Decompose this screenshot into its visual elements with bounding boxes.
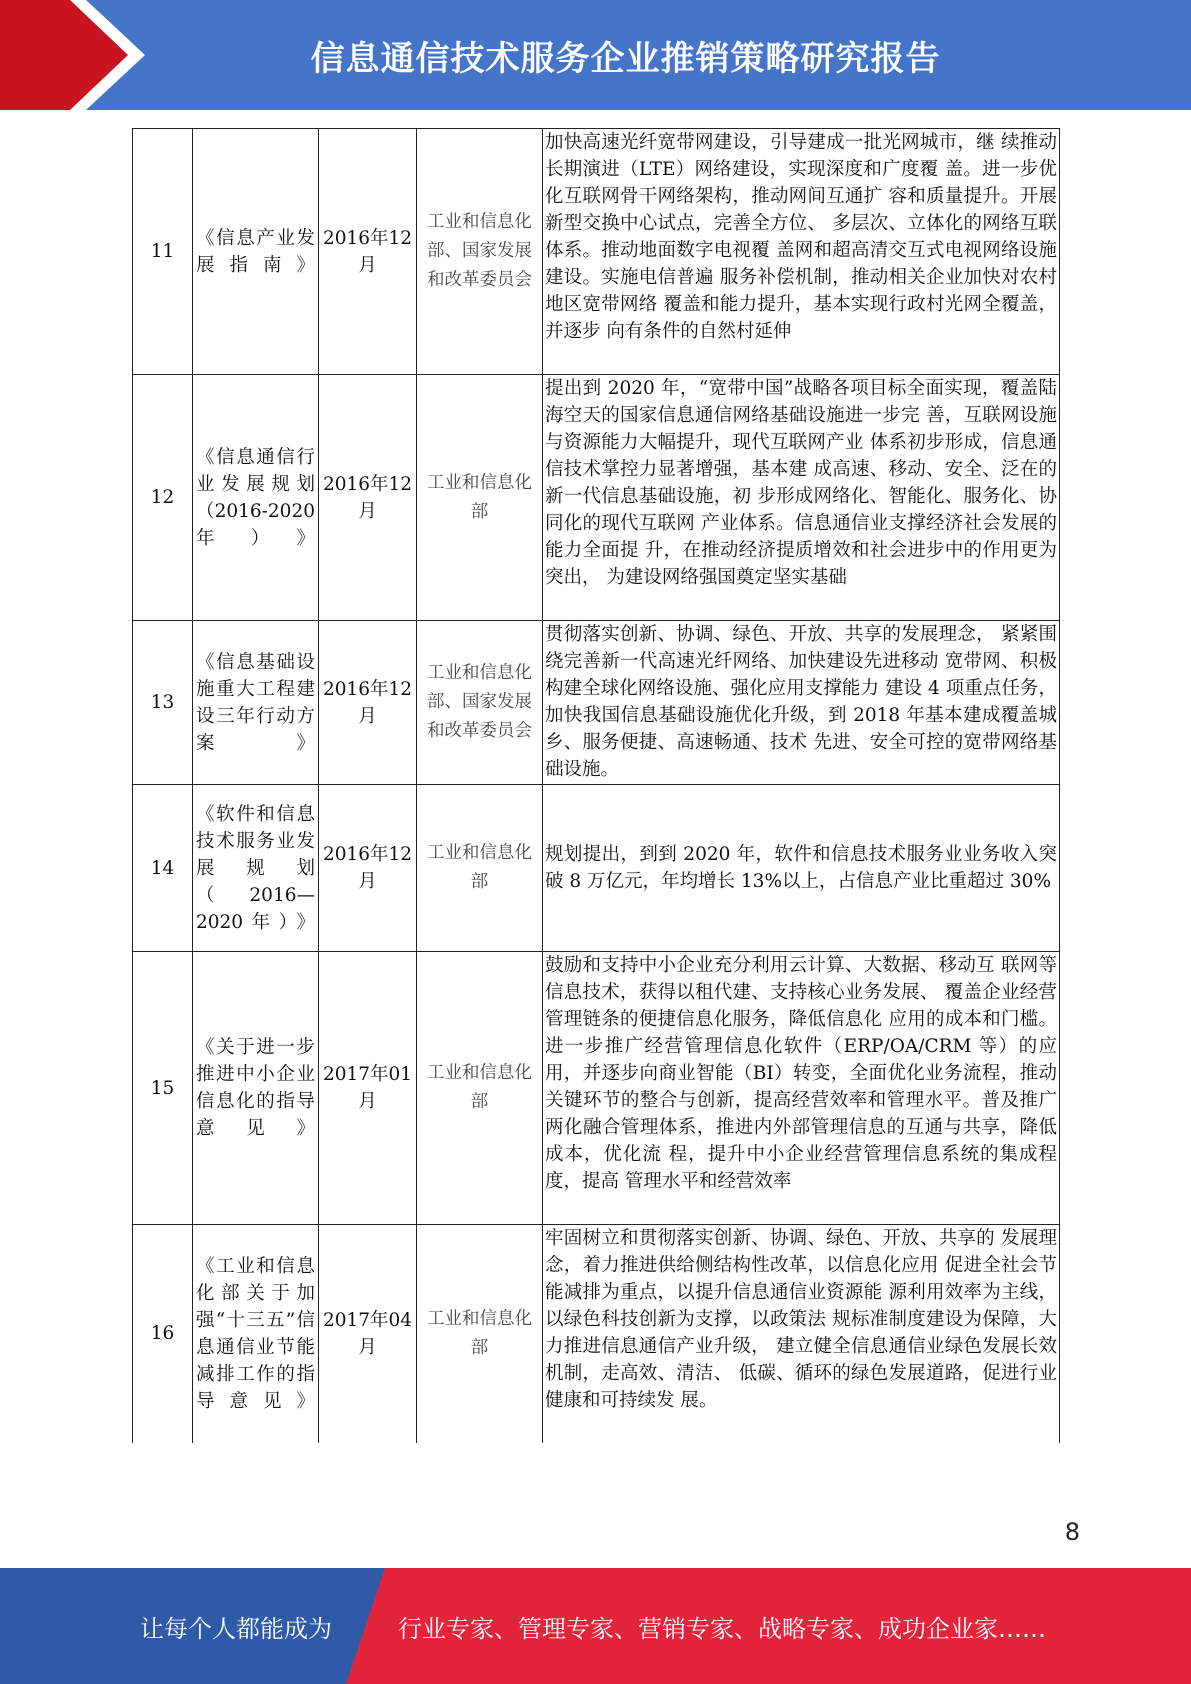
policy-name: 《关于进一步推进中小企业信息化的指导意见》 xyxy=(193,952,319,1225)
policy-name: 《信息通信行业发展规划（2016-2020年）》 xyxy=(193,375,319,621)
row-number: 16 xyxy=(133,1225,193,1443)
table-row xyxy=(133,621,1060,785)
row-number: 13 xyxy=(133,621,193,785)
table-row xyxy=(133,375,1060,621)
policy-content: 提出到 2020 年，“宽带中国”战略各项目标全面实现，覆盖陆海空天的国家信息通信网络基础设施进一步完 善，互联网设施与资源能力大幅提升，现代互联网产业 体系初步形成，信息通信技术掌控力显著增强，基本建 成高速、移动、安全、泛在的新一代信息基础设施，初 步形成网络化、智能化、服务化、协同化的现代互联网 产业体系。信息通信业支撑经济社会发展的能力全面提 升，在推动经济提质增效和社会进步中的作用更为突出， 为建设网络强国奠定坚实基础 xyxy=(543,375,1060,621)
row-number: 14 xyxy=(133,785,193,952)
policy-content: 鼓励和支持中小企业充分利用云计算、大数据、移动互 联网等信息技术，获得以租代建、支持核心业务发展、 覆盖企业经营管理链条的便捷信息化服务，降低信息化 应用的成本和门槛。进一步推广经营管理信息化软件（ERP/OA/CRM 等）的应用，并逐步向商业智能（BI）转变，全面优化业务流程，推动关键环节的整合与创新，提高经营效率和管理水平。普及推广两化融合管理体系，推进内外部管理信息的互通与共享，降低成本，优化流 程，提升中小企业经营管理信息系统的集成程度，提高 管理水平和经营效率 xyxy=(543,952,1060,1225)
policy-content: 贯彻落实创新、协调、绿色、开放、共享的发展理念， 紧紧围绕完善新一代高速光纤网络、加快建设先进移动 宽带网、积极构建全球化网络设施、强化应用支撑能力 建设 4 项重点任务，加快我国信息基础设施优化升级，到 2018 年基本建成覆盖城乡、服务便捷、高速畅通、技术 先进、安全可控的宽带网络基础设施。 xyxy=(543,621,1060,785)
page-footer xyxy=(0,1568,1191,1684)
row-number: 15 xyxy=(133,952,193,1225)
policy-name: 《信息基础设施重大工程建设三年行动方案》 xyxy=(193,621,319,785)
issuing-department: 工业和信息化部 xyxy=(417,952,543,1225)
policy-date: 2017年01月 xyxy=(319,952,417,1225)
policy-content: 规划提出，到到 2020 年，软件和信息技术服务业业务收入突破 8 万亿元，年均增长 13%以上，占信息产业比重超过 30% xyxy=(543,785,1060,952)
policy-table xyxy=(132,128,1060,1443)
policy-date: 2017年04月 xyxy=(319,1225,417,1443)
page-number: 8 xyxy=(1064,1518,1080,1546)
policy-name: 《信息产业发展指南》 xyxy=(193,129,319,375)
row-number: 11 xyxy=(133,129,193,375)
report-title: 信息通信技术服务企业推销策略研究报告 xyxy=(310,38,941,79)
policy-content: 加快高速光纤宽带网建设，引导建成一批光网城市，继 续推动长期演进（LTE）网络建设，实现深度和广度覆 盖。进一步优化互联网骨干网络架构，推动网间互通扩 容和质量提升。开展新型交换中心试点，完善全方位、 多层次、立体化的网络互联体系。推动地面数字电视覆 盖网和超高清交互式电视网络设施建设。实施电信普遍 服务补偿机制，推动相关企业加快对农村地区宽带网络 覆盖和能力提升，基本实现行政村光网全覆盖，并逐步 向有条件的自然村延伸 xyxy=(543,129,1060,375)
policy-date: 2016年12月 xyxy=(319,129,417,375)
issuing-department: 工业和信息化部 xyxy=(417,785,543,952)
policy-name: 《软件和信息技术服务业发展规划（2016—2020年）》 xyxy=(193,785,319,952)
footer-slogan-left: 让每个人都能成为 xyxy=(140,1614,332,1643)
footer-slogan-right: 行业专家、管理专家、营销专家、战略专家、成功企业家…… xyxy=(398,1614,1046,1643)
issuing-department: 工业和信息化部 xyxy=(417,1225,543,1443)
table-row xyxy=(133,785,1060,952)
table-row xyxy=(133,1225,1060,1443)
issuing-department: 工业和信息化部、国家发展和改革委员会 xyxy=(417,621,543,785)
red-chevron-icon xyxy=(0,0,160,110)
issuing-department: 工业和信息化部、国家发展和改革委员会 xyxy=(417,129,543,375)
issuing-department: 工业和信息化部 xyxy=(417,375,543,621)
row-number: 12 xyxy=(133,375,193,621)
table-row xyxy=(133,952,1060,1225)
policy-date: 2016年12月 xyxy=(319,785,417,952)
policy-date: 2016年12月 xyxy=(319,375,417,621)
policy-name: 《工业和信息化部关于加强“十三五”信息通信业节能减排工作的指导意见》 xyxy=(193,1225,319,1443)
policy-date: 2016年12月 xyxy=(319,621,417,785)
policy-content: 牢固树立和贯彻落实创新、协调、绿色、开放、共享的 发展理念，着力推进供给侧结构性改革，以信息化应用 促进全社会节能减排为重点，以提升信息通信业资源能 源利用效率为主线，以绿色科技创新为支撑，以政策法 规标准制度建设为保障，大力推进信息通信产业升级， 建立健全信息通信业绿色发展长效机制，走高效、清洁、 低碳、循环的绿色发展道路，促进行业健康和可持续发 展。 xyxy=(543,1225,1060,1443)
table-row xyxy=(133,129,1060,375)
page-header xyxy=(0,0,1191,110)
